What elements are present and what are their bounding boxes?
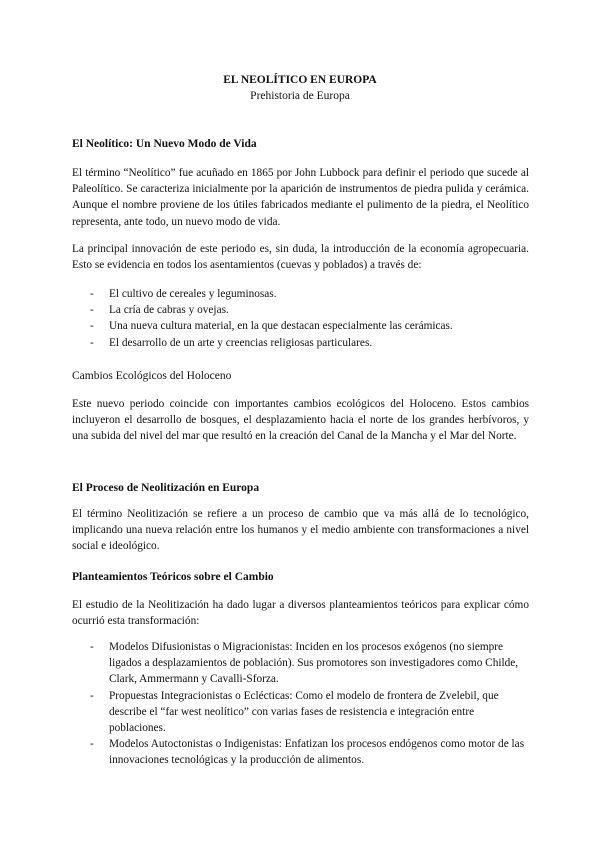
section-heading-holoceno: Cambios Ecológicos del Holoceno: [72, 370, 232, 382]
list-item: [72, 318, 529, 334]
list-dash: -: [90, 288, 94, 300]
paragraph-planteamientos: El estudio de la Neolitización ha dado lugar a diversos planteamientos teóricos para explicar cómo ocurrió esta transformación:: [72, 599, 529, 628]
list-dash: -: [90, 738, 94, 751]
paragraph-economia-agropecuaria: La principal innovación de este periodo es, sin duda, la introducción de la economía agropecuaria. Esto se evidencia en todos los asentamientos (cuevas y poblados) a través de:: [72, 243, 529, 272]
list-innovaciones: [72, 286, 529, 351]
list-dash: -: [90, 641, 94, 653]
list-modelos-teoricos: [72, 639, 529, 769]
list-dash: -: [90, 336, 94, 349]
list-item: [72, 688, 529, 737]
section-heading-planteamientos: Planteamientos Teóricos sobre el Cambio: [72, 571, 274, 583]
document-subtitle: Prehistoria de Europa: [250, 90, 350, 102]
list-item-text: La cría de cabras y ovejas.: [109, 304, 229, 317]
list-item: [72, 286, 529, 302]
list-dash: -: [90, 304, 94, 317]
list-item: [72, 639, 529, 688]
paragraph-neolitico-definicion: El término “Neolítico” fue acuñado en 1865 por John Lubbock para definir el periodo que sucede al Paleolítico. Se caracteriza inicialmente por la aparición de instrumentos de piedra pulida y cerámica. Aunque el nombre proviene de los útiles fabricados mediante el pulimento de la piedra, el Neolítico representa, ante todo, un nuevo modo de vida.: [72, 167, 529, 228]
list-item-text: Una nueva cultura material, en la que destacan especialmente las cerámicas.: [109, 320, 453, 333]
list-dash: -: [90, 320, 94, 333]
document-title: EL NEOLÍTICO EN EUROPA: [223, 74, 377, 86]
list-dash: -: [90, 689, 94, 702]
list-item-text: El cultivo de cereales y leguminosas.: [109, 288, 277, 300]
list-item-text: Propuestas Integracionistas o Eclécticas: Como el modelo de frontera de Zvelebil, que describe el “far west neolítico” con varias fases de resistencia e integración entre poblaciones.: [109, 689, 499, 735]
list-item: [72, 736, 529, 768]
list-item: [72, 302, 529, 318]
section-heading-neolitico: El Neolítico: Un Nuevo Modo de Vida: [72, 138, 257, 150]
paragraph-neolitizacion: El término Neolitización se refiere a un proceso de cambio que va más allá de lo tecnológico, implicando una nueva relación entre los humanos y el medio ambiente con transformaciones a nivel social e ideológico.: [72, 508, 529, 553]
section-heading-neolitizacion: El Proceso de Neolitización en Europa: [72, 482, 260, 494]
list-item-text: Modelos Difusionistas o Migracionistas: Inciden en los procesos exógenos (no siempre ligados a desplazamientos de población). Sus promotores son investigadores como Childe, Clark, Ammermann y Cavalli-Sforza.: [109, 641, 519, 686]
list-item-text: Modelos Autoctonistas o Indigenistas: Enfatizan los procesos endógenos como motor de las innovaciones tecnológicas y la producción de alimentos.: [109, 738, 525, 767]
list-item-text: El desarrollo de un arte y creencias religiosas particulares.: [109, 336, 373, 349]
list-item: [72, 335, 529, 351]
paragraph-holoceno: Este nuevo periodo coincide con importantes cambios ecológicos del Holoceno. Estos cambios incluyeron el desarrollo de bosques, el desplazamiento hacia el norte de los grandes herbívoros, y una subida del nivel del mar que resultó en la creación del Canal de la Mancha y el Mar del Norte.: [72, 398, 529, 443]
